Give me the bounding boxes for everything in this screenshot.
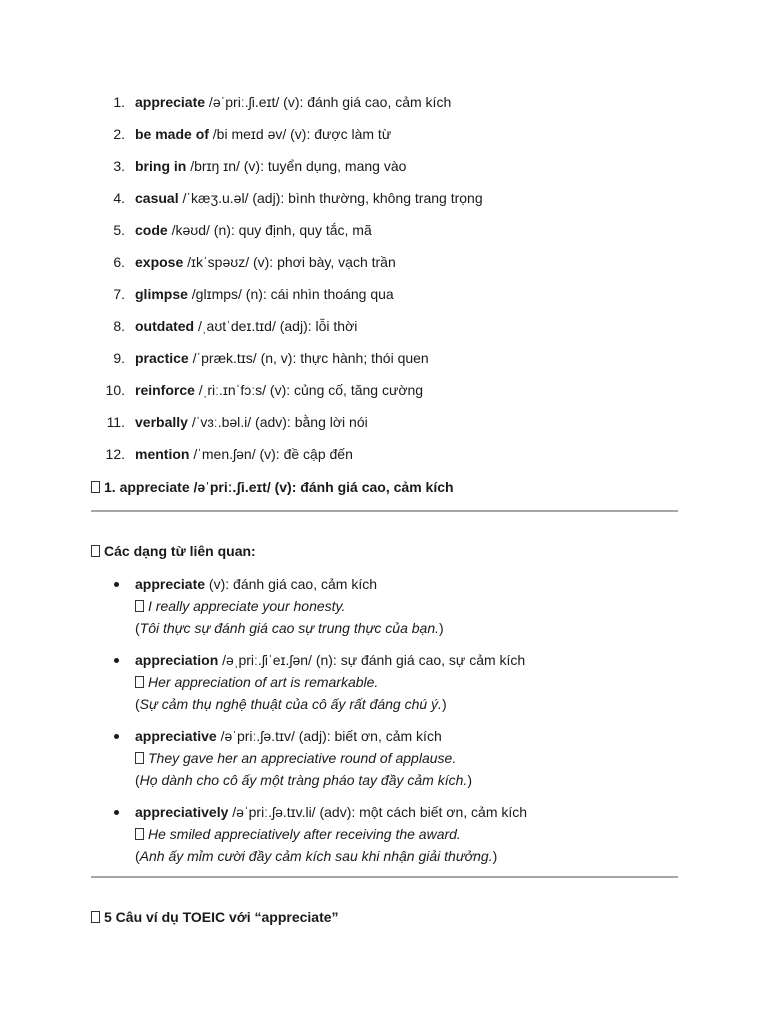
word-form-example — [135, 747, 768, 769]
word-form-definition — [135, 801, 768, 823]
vocab-item — [0, 123, 768, 155]
vocab-item-word: glimpse — [135, 286, 188, 302]
word-form-example-text: I really appreciate your honesty. — [148, 598, 346, 614]
placeholder-glyph-icon — [91, 545, 100, 557]
word-form-word: appreciate — [135, 576, 206, 592]
word-form-word: appreciation — [135, 652, 219, 668]
vocab-item — [0, 315, 768, 347]
vocab-item — [0, 347, 768, 379]
vocab-item-number: 9. — [113, 350, 125, 366]
bullet-icon — [114, 734, 119, 739]
vocab-item — [0, 187, 768, 219]
vocab-item — [0, 379, 768, 411]
vocab-item-number: 6. — [113, 254, 125, 270]
toeic-examples-heading-text: 5 Câu ví dụ TOEIC với “appreciate” — [104, 909, 339, 925]
word-form-translation-text: Tôi thực sự đánh giá cao sự trung thực của bạn. — [139, 620, 439, 636]
vocab-item — [0, 411, 768, 443]
word-form-definition — [135, 649, 768, 671]
placeholder-glyph-icon — [135, 676, 144, 688]
bullet-icon — [114, 582, 119, 587]
word-form-meaning: /əˌpriː.ʃiˈeɪ.ʃən/ (n): sự đánh giá cao, sự cảm kích — [218, 652, 526, 668]
vocab-item-word: mention — [135, 446, 190, 462]
vocab-item-entry — [135, 379, 423, 401]
placeholder-glyph-icon — [91, 911, 100, 923]
horizontal-divider — [91, 510, 678, 512]
word-form-translation: (Tôi thực sự đánh giá cao sự trung thực của bạn.) — [135, 620, 444, 636]
vocab-item-word: casual — [135, 190, 179, 206]
word-form-example-text: They gave her an appreciative round of applause. — [148, 750, 457, 766]
word-form-translation-text: Họ dành cho cô ấy một tràng pháo tay đầy cảm kích. — [139, 772, 468, 788]
toeic-examples-heading — [91, 906, 339, 928]
vocab-item-entry — [135, 251, 396, 273]
vocab-item-number: 7. — [113, 286, 125, 302]
vocab-item-entry — [135, 91, 451, 113]
vocab-item-number: 12. — [105, 446, 125, 462]
vocab-item-number: 1. — [113, 94, 125, 110]
vocab-item-definition: /brɪŋ ɪn/ (v): tuyển dụng, mang vào — [186, 158, 407, 174]
word-form-meaning: (v): đánh giá cao, cảm kích — [205, 576, 378, 592]
vocab-item-entry — [135, 155, 406, 177]
vocab-item-number: 8. — [113, 318, 125, 334]
placeholder-glyph-icon — [135, 600, 144, 612]
vocab-item — [0, 283, 768, 315]
vocab-item-number: 10. — [105, 382, 125, 398]
word-form-example — [135, 671, 768, 693]
word-form-example — [135, 595, 768, 617]
vocab-item-number: 4. — [113, 190, 125, 206]
vocab-item-word: outdated — [135, 318, 195, 334]
word-form-translation: (Sự cảm thụ nghệ thuật của cô ấy rất đáng chú ý.) — [135, 696, 447, 712]
placeholder-glyph-icon — [91, 481, 100, 493]
vocab-item-entry — [135, 283, 394, 305]
vocab-item-word: verbally — [135, 414, 188, 430]
vocab-item-number: 11. — [106, 414, 125, 430]
vocab-item-word: expose — [135, 254, 184, 270]
section-heading-text: 1. appreciate /əˈpriː.ʃi.eɪt/ (v): đánh giá cao, cảm kích — [104, 479, 454, 495]
vocab-item-entry — [135, 411, 368, 433]
vocab-item-definition: /kəʊd/ (n): quy định, quy tắc, mã — [167, 222, 372, 238]
word-form-example-text: Her appreciation of art is remarkable. — [148, 674, 379, 690]
section-heading-appreciate — [91, 476, 454, 498]
word-form-item — [0, 649, 768, 715]
vocab-item-word: code — [135, 222, 168, 238]
vocab-item-definition: /ˈmen.ʃən/ (v): đề cập đến — [189, 446, 353, 462]
related-forms-heading-text: Các dạng từ liên quan: — [104, 543, 256, 559]
vocab-item-entry — [135, 187, 483, 209]
vocab-item-definition: /əˈpriː.ʃi.eɪt/ (v): đánh giá cao, cảm kích — [205, 94, 452, 110]
word-form-definition — [135, 573, 768, 595]
word-form-translation-text: Anh ấy mỉm cười đầy cảm kích sau khi nhận giải thưởng. — [139, 848, 493, 864]
vocab-item — [0, 443, 768, 475]
vocab-item — [0, 155, 768, 187]
vocab-item-definition: /ˈvɜː.bəl.i/ (adv): bằng lời nói — [187, 414, 368, 430]
vocab-item-entry — [135, 123, 391, 145]
vocab-item-word: reinforce — [135, 382, 195, 398]
word-form-definition — [135, 725, 768, 747]
vocab-item-definition: /bi meɪd əv/ (v): được làm từ — [208, 126, 392, 142]
placeholder-glyph-icon — [135, 752, 144, 764]
vocab-item-word: bring in — [135, 158, 187, 174]
vocab-item-entry — [135, 315, 357, 337]
vocab-item-definition: /ɪkˈspəʊz/ (v): phơi bày, vạch trần — [183, 254, 396, 270]
vocab-item-word: appreciate — [135, 94, 206, 110]
vocab-item — [0, 251, 768, 283]
word-form-translation-text: Sự cảm thụ nghệ thuật của cô ấy rất đáng chú ý. — [139, 696, 442, 712]
vocab-item-definition: /ˌriː.ɪnˈfɔːs/ (v): củng cố, tăng cường — [194, 382, 424, 398]
bullet-icon — [114, 658, 119, 663]
word-forms-list — [0, 573, 768, 877]
vocab-item-number: 5. — [113, 222, 125, 238]
word-form-item — [0, 573, 768, 639]
word-form-word: appreciative — [135, 728, 217, 744]
horizontal-divider — [91, 876, 678, 878]
vocab-item-definition: /ˈpræk.tɪs/ (n, v): thực hành; thói quen — [188, 350, 429, 366]
related-forms-heading — [91, 540, 256, 562]
word-form-translation: (Họ dành cho cô ấy một tràng pháo tay đầy cảm kích.) — [135, 772, 472, 788]
vocab-item-entry — [135, 219, 372, 241]
word-form-translation: (Anh ấy mỉm cười đầy cảm kích sau khi nhận giải thưởng.) — [135, 848, 498, 864]
vocab-item-entry — [135, 347, 429, 369]
word-form-item — [0, 801, 768, 867]
vocab-item-definition: /ˈkæʒ.u.əl/ (adj): bình thường, không trang trọng — [178, 190, 483, 206]
vocabulary-list — [0, 91, 768, 475]
word-form-item — [0, 725, 768, 791]
vocab-item-number: 3. — [113, 158, 125, 174]
vocab-item-definition: /ˌaʊtˈdeɪ.tɪd/ (adj): lỗi thời — [194, 318, 358, 334]
word-form-meaning: /əˈpriː.ʃə.tɪv.li/ (adv): một cách biết ơn, cảm kích — [228, 804, 528, 820]
vocab-item — [0, 91, 768, 123]
word-form-meaning: /əˈpriː.ʃə.tɪv/ (adj): biết ơn, cảm kích — [216, 728, 442, 744]
vocab-item — [0, 219, 768, 251]
vocab-item-word: practice — [135, 350, 189, 366]
vocab-item-word: be made of — [135, 126, 209, 142]
bullet-icon — [114, 810, 119, 815]
vocab-item-definition: /ɡlɪmps/ (n): cái nhìn thoáng qua — [187, 286, 394, 302]
word-form-example — [135, 823, 768, 845]
placeholder-glyph-icon — [135, 828, 144, 840]
vocab-item-entry — [135, 443, 353, 465]
word-form-word: appreciatively — [135, 804, 229, 820]
word-form-example-text: He smiled appreciatively after receiving the award. — [148, 826, 461, 842]
vocab-item-number: 2. — [113, 126, 125, 142]
